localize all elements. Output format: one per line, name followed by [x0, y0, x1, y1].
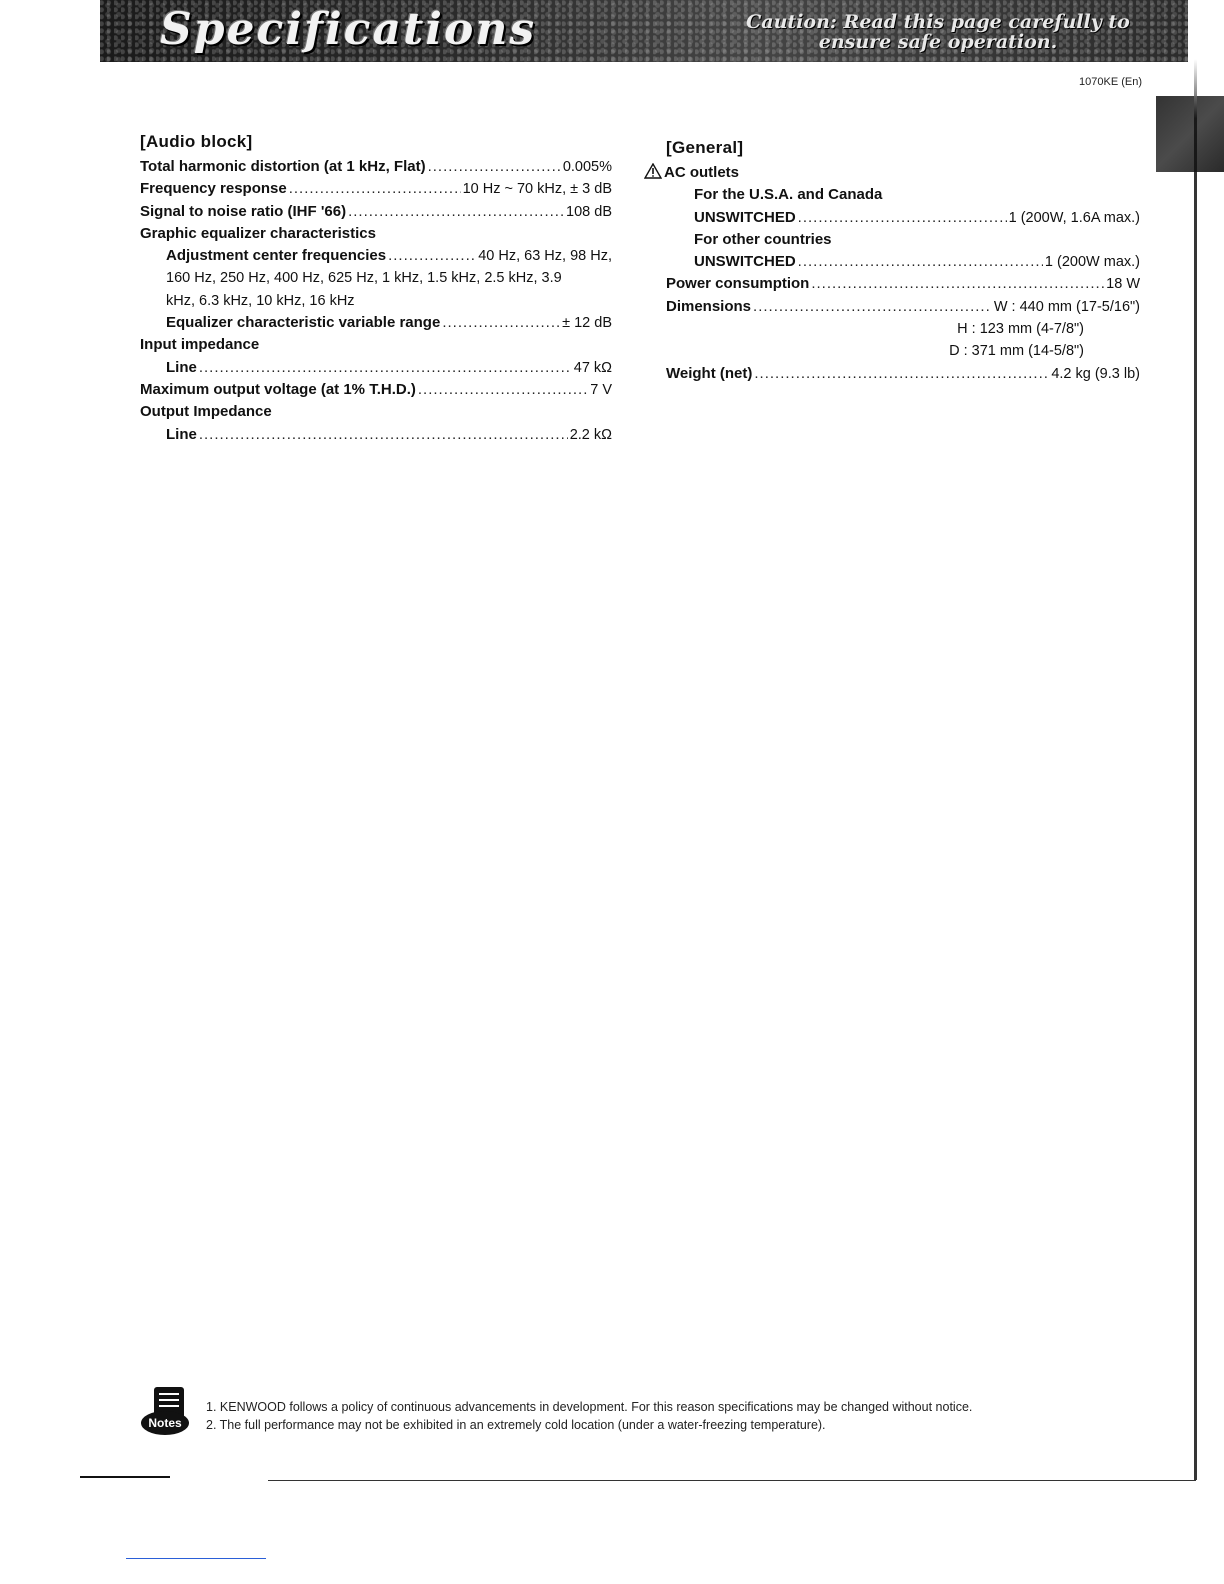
- warning-triangle-icon: [644, 163, 662, 179]
- spec-label: Maximum output voltage (at 1% T.H.D.): [140, 380, 416, 398]
- spec-label: Signal to noise ratio (IHF '66): [140, 202, 347, 220]
- spec-max-output: [140, 379, 612, 401]
- leader-dots: [199, 357, 572, 379]
- leader-dots: [199, 424, 568, 446]
- header-banner: [100, 0, 1188, 62]
- spec-value: 1 (200W max.): [1044, 254, 1140, 271]
- audio-block-title: [Audio block]: [140, 132, 253, 151]
- spec-label: Total harmonic distortion (at 1 kHz, Flat): [140, 158, 426, 175]
- spec-value: 108 dB: [566, 203, 612, 220]
- right-edge-rule: [1194, 0, 1197, 1480]
- adjustment-frequencies-cont2: kHz, 6.3 kHz, 10 kHz, 16 kHz: [166, 292, 355, 309]
- footer-rule-long: [268, 1480, 1196, 1481]
- spec-label: Adjustment center frequencies: [166, 247, 387, 265]
- model-code: 1070KE (En): [1079, 76, 1142, 88]
- spec-value: 18 W: [1106, 276, 1140, 293]
- spec-value: 0.005%: [562, 159, 612, 175]
- spec-eq-range: [140, 312, 612, 334]
- spec-label: Line: [166, 425, 197, 443]
- spec-dimensions-height: H : 123 mm (4-7/8"): [957, 321, 1084, 338]
- output-impedance-heading: Output Impedance: [140, 403, 272, 421]
- leader-dots: [442, 312, 560, 334]
- spec-usa-unswitched: [666, 207, 1140, 229]
- spec-label: Equalizer characteristic variable range: [166, 314, 441, 332]
- audio-block-section: [140, 132, 612, 446]
- spec-label: UNSWITCHED: [694, 253, 796, 271]
- notes-icon: [140, 1385, 190, 1437]
- spec-snr: [140, 201, 612, 223]
- page-title: Specifications: [160, 4, 537, 55]
- spec-label: Power consumption: [666, 275, 810, 293]
- general-section: [666, 138, 1140, 385]
- footer-rule-blue: [126, 1558, 266, 1559]
- leader-dots: [289, 178, 461, 200]
- spec-adjustment-frequencies: [140, 245, 612, 267]
- spec-value: 1 (200W, 1.6A max.): [1008, 209, 1140, 226]
- spec-value: 47 kΩ: [573, 359, 612, 376]
- notes-list: [206, 1398, 972, 1434]
- notes-icon-label: Notes: [148, 1416, 182, 1430]
- spec-value: 7 V: [590, 381, 612, 398]
- spec-power-consumption: [666, 273, 1140, 295]
- section-edge-tab: [1156, 96, 1224, 172]
- leader-dots: [348, 201, 564, 223]
- spec-thd: [140, 156, 612, 178]
- ac-outlets-label: AC outlets: [664, 164, 739, 181]
- other-countries-heading: For other countries: [694, 230, 832, 248]
- spec-value: 40 Hz, 63 Hz, 98 Hz,: [478, 248, 612, 265]
- spec-output-line: [140, 424, 612, 446]
- spec-value: 10 Hz ~ 70 kHz, ± 3 dB: [462, 181, 612, 198]
- spec-label: Line: [166, 358, 197, 376]
- spec-input-line: [140, 357, 612, 379]
- usa-canada-heading: For the U.S.A. and Canada: [694, 186, 883, 204]
- spec-frequency-response: [140, 178, 612, 200]
- leader-dots: [754, 363, 1049, 385]
- leader-dots: [388, 245, 476, 267]
- spec-label: Weight (net): [666, 364, 753, 382]
- eq-heading: Graphic equalizer characteristics: [140, 224, 376, 242]
- leader-dots: [418, 379, 588, 401]
- spec-other-unswitched: [666, 251, 1140, 273]
- spec-value: 2.2 kΩ: [569, 426, 612, 443]
- ac-outlets-heading: [644, 162, 1140, 184]
- spec-value: ± 12 dB: [562, 315, 612, 332]
- spec-value: 4.2 kg (9.3 lb): [1051, 365, 1140, 382]
- spec-dimensions: [666, 296, 1140, 318]
- leader-dots: [753, 296, 992, 318]
- spec-value-width: W : 440 mm (17-5/16"): [993, 298, 1140, 315]
- footer-rule-short: [80, 1476, 170, 1478]
- general-title: [General]: [666, 138, 744, 157]
- note-2: 2. The full performance may not be exhibited in an extremely cold location (under a water-freezing temperature).: [206, 1418, 826, 1432]
- spec-label: UNSWITCHED: [694, 208, 796, 226]
- leader-dots: [811, 273, 1104, 295]
- adjustment-frequencies-cont1: 160 Hz, 250 Hz, 400 Hz, 625 Hz, 1 kHz, 1.5 kHz, 2.5 kHz, 3.9: [166, 270, 562, 287]
- spec-weight: [666, 363, 1140, 385]
- spec-label: Dimensions: [666, 297, 752, 315]
- leader-dots: [798, 207, 1007, 229]
- leader-dots: [428, 156, 561, 178]
- caution-banner-text: Caution: Read this page carefully to ensure safe operation.: [746, 11, 1130, 53]
- input-impedance-heading: Input impedance: [140, 336, 260, 354]
- spec-dimensions-depth: D : 371 mm (14-5/8"): [949, 343, 1084, 360]
- leader-dots: [798, 251, 1043, 273]
- note-1: 1. KENWOOD follows a policy of continuous advancements in development. For this reason specifications may be changed without notice.: [206, 1400, 973, 1414]
- spec-label: Frequency response: [140, 180, 287, 198]
